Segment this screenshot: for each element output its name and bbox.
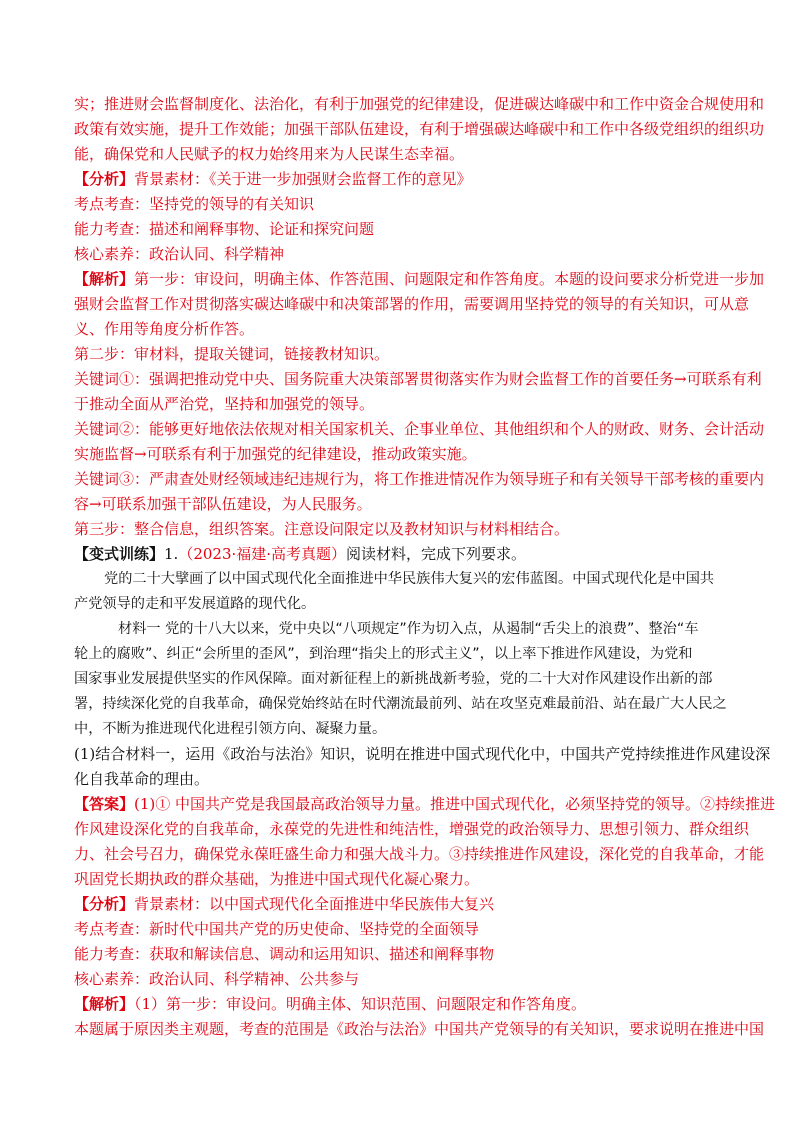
variant-heading — [74, 542, 738, 567]
jiexi-1-line-5: 关键词①：强调把推动党中央、国务院重大决策部署贯彻落实作为财会监督工作的首要任务→可联系有利 — [74, 370, 762, 388]
jiexi-1-line-2: 强财会监督工作对贯彻落实碳达峰碳中和决策部署的作用，需要调用坚持党的领导的有关知识，可从意 — [74, 295, 750, 313]
jiexi-1-line-4: 第二步：审材料，提取关键词，链接教材知识。 — [74, 345, 390, 363]
jiexi-1-line-11: 第三步：整合信息，组织答案。注意设问限定以及教材知识与材料相结合。 — [74, 520, 570, 538]
intro-line-1: 实；推进财会监督制度化、法治化，有利于加强党的纪律建设，促进碳达峰碳中和工作中资金合规使用和 — [74, 95, 765, 113]
analysis-2-material-line — [74, 892, 738, 917]
answer-line-3: 力、社会号召力，确保党永葆旺盛生命力和强大战斗力。③持续推进作风建设，深化党的自我革命，才能 — [74, 845, 765, 863]
question-line-2: 化自我革命的理由。 — [74, 770, 210, 788]
answer-line-4: 巩固党长期执政的群众基础，为推进中国式现代化凝心聚力。 — [74, 870, 480, 888]
analysis-2-tag: 【分析】 — [74, 895, 135, 913]
variant-tag: 【变式训练】 — [74, 545, 165, 563]
jiexi-2-line-2: 本题属于原因类主观题，考查的范围是《政治与法治》中国共产党领导的有关知识，要求说明在推进中国 — [74, 1020, 765, 1038]
jiexi-2-line-1 — [74, 992, 738, 1017]
analysis-1-tag: 【分析】 — [74, 170, 135, 188]
material-line-3: 材料一 党的十八大以来，党中央以“八项规定”作为切入点，从遏制“舌尖上的浪费”、整治“车 — [118, 621, 699, 637]
jiexi-1-line-8: 实施监督→可联系有利于加强党的纪律建设，推动政策实施。 — [74, 445, 477, 463]
document-page — [74, 92, 776, 1042]
jiexi-1-line-9: 关键词③：严肃查处财经领域违纪违规行为，将工作推进情况作为领导班子和有关领导干部考核的重要内 — [74, 470, 765, 488]
material-line-4: 轮上的腐败”、纠正“会所里的歪风”，到治理“指尖上的形式主义”，以上率下推进作风建设，为党和 — [74, 646, 693, 662]
variant-source: （2023·福建·高考真题） — [178, 545, 347, 563]
material-line-7: 中，不断为推进现代化进程引领方向、凝聚力量。 — [74, 721, 387, 737]
jiexi-1-line-10: 容→可联系加强干部队伍建设，为人民服务。 — [74, 495, 372, 513]
jiexi-1-line-7: 关键词②：能够更好地依法依规对相关国家机关、企事业单位、其他组织和个人的财政、财务、会计活动 — [74, 420, 765, 438]
answer-tag: 【答案】 — [74, 795, 135, 813]
answer-text-1: (1)① 中国共产党是我国最高政治领导力量。推进中国式现代化，必须坚持党的领导。②持续推进 — [134, 795, 776, 813]
analysis-1-material: 背景素材：《关于进一步加强财会监督工作的意见》 — [134, 170, 472, 188]
material-line-2: 产党领导的走和平发展道路的现代化。 — [74, 596, 316, 612]
variant-prompt: 阅读材料，完成下列要求。 — [346, 545, 527, 563]
analysis-2-material: 背景素材：以中国式现代化全面推进中华民族伟大复兴 — [134, 895, 495, 913]
analysis-1-suyang: 核心素养：政治认同、科学精神 — [74, 245, 285, 263]
analysis-1-material-line — [74, 167, 738, 192]
material-line-6: 署，持续深化党的自我革命，确保党始终站在时代潮流最前列、站在攻坚克难最前沿、站在最广大人民之 — [74, 696, 727, 712]
jiexi-1-line-1 — [74, 267, 765, 292]
material-line-5: 国家事业发展提供坚实的作风保障。面对新征程上的新挑战新考验，党的二十大对作风建设作出新的部 — [74, 671, 713, 687]
jiexi-1-line-6: 于推动全面从严治党，坚持和加强党的领导。 — [74, 395, 375, 413]
jiexi-2-first: （1）第一步：审设问。明确主体、知识范围、问题限定和作答角度。 — [134, 995, 587, 1013]
analysis-1-nengli: 能力考查：描述和阐释事物、论证和探究问题 — [74, 220, 375, 238]
analysis-2-nengli: 能力考查：获取和解读信息、调动和运用知识、描述和阐释事物 — [74, 945, 495, 963]
intro-line-3: 能，确保党和人民赋予的权力始终用来为人民谋生态幸福。 — [74, 145, 465, 163]
analysis-2-suyang: 核心素养：政治认同、科学精神、公共参与 — [74, 970, 360, 988]
material-line-1: 党的二十大擘画了以中国式现代化全面推进中华民族伟大复兴的宏伟蓝图。中国式现代化是中国共 — [104, 571, 715, 587]
jiexi-1-text-1: 第一步：审设问，明确主体、作答范围、问题限定和作答角度。本题的设问要求分析党进一步加 — [134, 270, 765, 288]
question-line-1: (1)结合材料一，运用《政治与法治》知识，说明在推进中国式现代化中，中国共产党持续推进作风建设深 — [74, 745, 771, 763]
answer-line-1 — [74, 792, 776, 817]
jiexi-2-tag: 【解析】 — [74, 995, 135, 1013]
analysis-1-kaodian: 考点考查：坚持党的领导的有关知识 — [74, 195, 315, 213]
analysis-2-kaodian: 考点考查：新时代中国共产党的历史使命、坚持党的全面领导 — [74, 920, 480, 938]
intro-line-2: 政策有效实施，提升工作效能；加强干部队伍建设，有利于增强碳达峰碳中和工作中各级党组织的组织功 — [74, 120, 765, 138]
answer-line-2: 作风建设深化党的自我革命，永葆党的先进性和纯洁性，增强党的政治领导力、思想引领力、群众组织 — [74, 820, 750, 838]
jiexi-1-tag: 【解析】 — [74, 270, 135, 288]
jiexi-1-line-3: 义、作用等角度分析作答。 — [74, 320, 255, 338]
variant-number: 1. — [164, 545, 179, 563]
